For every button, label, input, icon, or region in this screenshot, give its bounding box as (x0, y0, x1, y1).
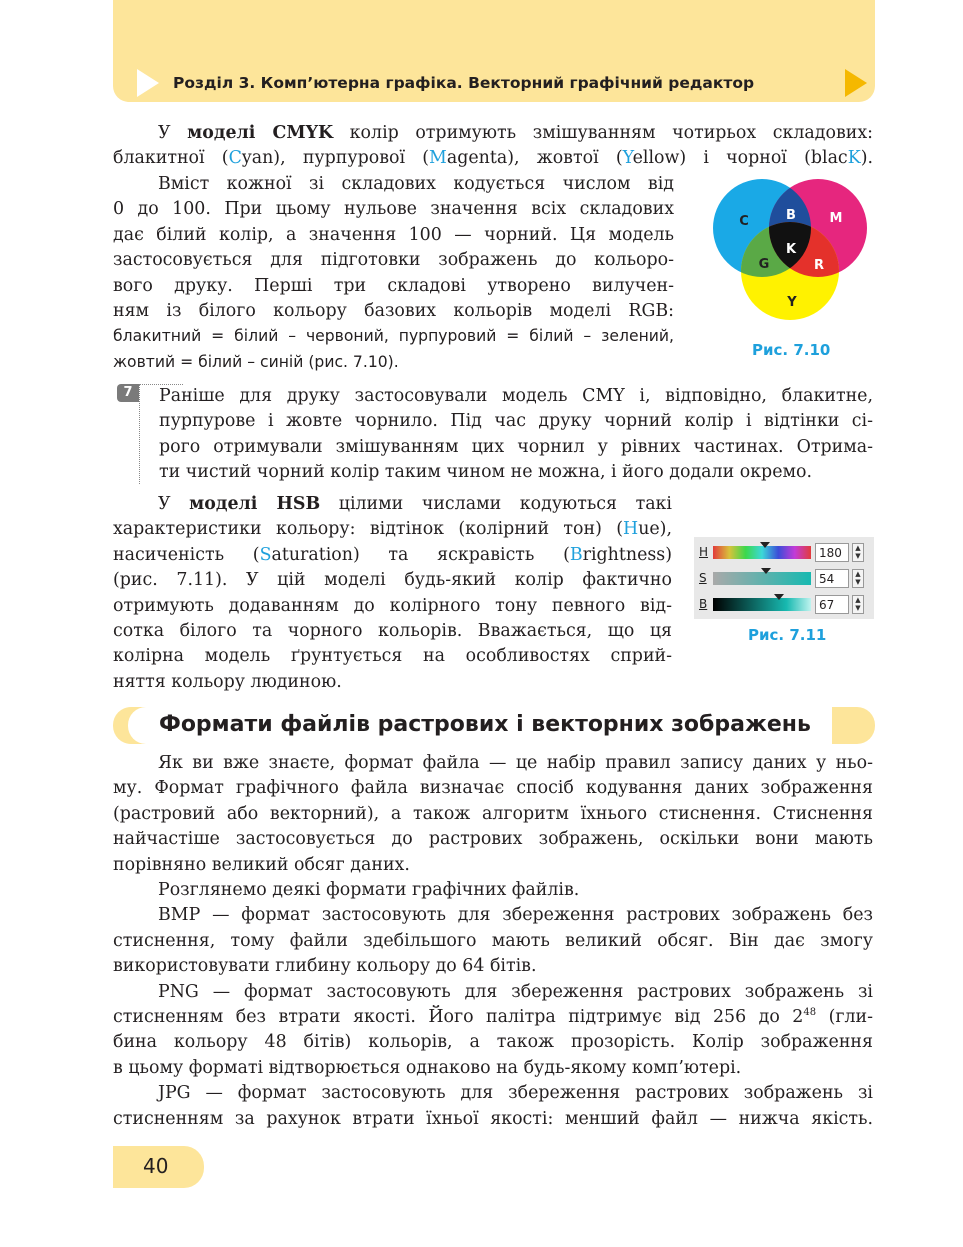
cmyk-text-line: Вміст кожної зі складових кодується числом від (158, 174, 674, 194)
jpg-text-line: стисненням за рахунок втрати їхньої якості: менший файл — нижча якість. (113, 1108, 873, 1129)
jpg-text-line: JPG — формат застосовують для збереження растрових зображень зі (158, 1083, 873, 1104)
formats-text-line: порівняно великий обсяг даних. (113, 854, 410, 875)
brightness-slider[interactable] (713, 598, 811, 611)
hsb-row-saturation (694, 567, 874, 591)
note-text-line: рого отримували змішуванням цих чорнил у рівних частинах. Отрима- (159, 436, 873, 457)
hsb-text-line: отримують додаванням до колірного тону певного від- (113, 595, 672, 616)
note-paragraph (159, 384, 873, 486)
bmp-text-line: BMP — формат застосовують для збереження растрових зображень без (158, 905, 873, 926)
hsb-line-3: насиченість (Saturation) та яскравість (Brightness) (113, 544, 672, 565)
hue-stepper[interactable]: ▲ ▼ (852, 543, 864, 562)
formats-text-line: му. Формат графічного файла визначає спосіб кодування даних зображення (113, 778, 873, 799)
cmyk-line-1: У моделі CMYK колір отримують змішуванням чотирьох складових: (158, 123, 873, 143)
brightness-label: B (699, 597, 708, 611)
brightness-stepper[interactable]: ▲ ▼ (852, 595, 864, 614)
cmyk-text-line: жовтий = білий – синій (рис. 7.10). (113, 352, 399, 371)
hsb-line-2: характеристики кольору: відтінок (колірний тон) (Hue), (113, 519, 672, 540)
note-text-line: Раніше для друку застосовували модель CMY і, відповідно, блакитне, (159, 386, 873, 406)
chapter-title: Розділ 3. Комп’ютерна графіка. Векторний графічний редактор (173, 74, 755, 92)
bmp-text-line: використовувати глибину кольору до 64 бітів. (113, 956, 537, 977)
hsb-row-hue (694, 541, 874, 565)
hsb-line-1: У моделі HSB цілими числами кодуються такі (158, 494, 672, 514)
bmp-text-line: стиснення, тому файли здебільшого мають великий обсяг. Він дає змогу (113, 930, 873, 951)
figure-7-11-caption: Рис. 7.11 (748, 626, 827, 644)
cmyk-text-line: ням із білого кольору базових кольорів моделі RGB: (113, 301, 674, 322)
label-c: C (739, 214, 749, 229)
label-g: G (758, 257, 770, 272)
hsb-text-line: (рис. 7.11). У цій моделі будь-який колір фактично (113, 570, 672, 591)
hue-slider-thumb[interactable] (760, 542, 770, 548)
cmyk-text-line: вого друку. Перші три складові утворено вилучен- (113, 275, 674, 296)
label-y: Y (787, 295, 797, 310)
hsb-text-line: колірна модель ґрунтується на особливостях сприй- (113, 646, 672, 667)
formats-text-line: Розглянемо деякі формати графічних файлів. (158, 880, 580, 901)
cmyk-text-line: 0 до 100. При цьому нульове значення всіх складових (113, 199, 674, 220)
saturation-label: S (699, 571, 707, 585)
saturation-stepper[interactable]: ▲ ▼ (852, 569, 864, 588)
page-number: 40 (143, 1154, 169, 1178)
hsb-text-line: сотка білого та чорного кольорів. Вважається, що ця (113, 621, 672, 642)
hue-value-input[interactable]: 180 (815, 543, 849, 562)
formats-text-line: (растровий або векторний), а також алгоритм їхнього стиснення. Стиснення (113, 803, 873, 824)
png-text-line: PNG — формат застосовують для збереження растрових зображень зі (158, 981, 873, 1002)
brightness-slider-thumb[interactable] (774, 594, 784, 600)
note-rule-vertical (139, 384, 140, 484)
png-text-line: бина кольору 48 бітів) кольорів, а також прозорість. Колір зображення (113, 1032, 873, 1053)
formats-text-line: найчастіше застосовується до растрових зображень, оскільки вони мають (113, 829, 873, 850)
cmyk-text-line: застосовується для підготовки зображень до кольоро- (113, 250, 674, 271)
label-b: B (786, 208, 796, 223)
label-k: K (785, 242, 797, 257)
cmyk-line-2: блакитної (Cyan), пурпурової (Magenta), жовтої (Yellow) і чорної (blacK). (113, 148, 874, 169)
cmyk-paragraph-cont (113, 172, 674, 375)
png-text-line: в цьому форматі відтворюється однаково на будь-якому комп’ютері. (113, 1057, 742, 1078)
saturation-slider-thumb[interactable] (761, 568, 771, 574)
hsb-row-brightness (694, 593, 874, 617)
hsb-text-line: няття кольору людиною. (113, 671, 342, 692)
formats-text-line: Як ви вже знаєте, формат файла — це набір правил запису даних у ньо- (158, 753, 873, 773)
label-m: M (829, 211, 843, 226)
note-text-line: пурпурове і жовте чорнило. Під час друку чорний колір і відтінки сі- (159, 411, 873, 432)
figure-7-10-caption: Рис. 7.10 (752, 341, 831, 359)
png-text-line: стисненням без втрати якості. Його палітра підтримує від 256 до $2^{48}$ (гли- (113, 1007, 873, 1028)
formats-paragraph (113, 751, 873, 1132)
hsb-slider-panel (694, 537, 874, 619)
brightness-value-input[interactable]: 67 (815, 595, 849, 614)
note-text-line: ти чистий чорний колір таким чином не можна, і його додали окремо. (159, 462, 813, 483)
cmyk-paragraph (113, 121, 873, 172)
cmyk-text-line: блакитний = білий – червоний, пурпуровий = білий – зелений, (113, 327, 674, 346)
section-title: Формати файлів растрових і векторних зображень (159, 712, 811, 737)
hue-label: H (699, 545, 709, 559)
saturation-value-input[interactable]: 54 (815, 569, 849, 588)
header-arrow-right-icon (845, 69, 867, 97)
header-arrow-left-icon (137, 69, 159, 97)
note-badge: 7 (117, 384, 139, 402)
cmyk-venn-diagram (712, 178, 870, 320)
label-r: R (813, 258, 825, 273)
cmyk-text-line: дає білий колір, а значення 100 — чорний. Ця модель (113, 224, 674, 245)
hsb-paragraph (113, 492, 672, 695)
